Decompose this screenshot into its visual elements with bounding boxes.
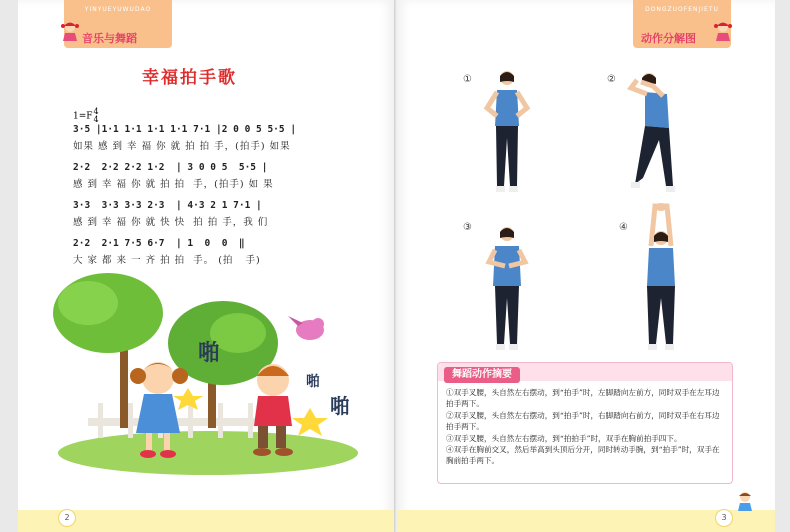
cartoon-girl-icon [713,20,733,44]
figure-number: ③ [463,222,472,233]
dance-figure-photo [633,202,689,354]
summary-step: ②双手叉腰，头自然左右摆动，到“拍手”时，右脚踏向右前方，同时双手在右耳边拍手两下。 [446,410,720,432]
score-lyrics: 如果 感 到 幸 福 你 就 拍 拍 手，(拍手) 如果 [73,141,291,152]
key-signature [73,108,99,124]
score-notes: 3·5 |1·1 1·1 1·1 1·1 7·1 |2 0 0 5 5·5 | [73,124,297,135]
meter-bottom: 4 [93,115,99,124]
song-title: 幸福拍手歌 [142,68,237,88]
meter-top: 4 [93,107,99,116]
summary-body [446,387,726,467]
dance-summary-box [437,362,733,484]
score-line [73,162,373,200]
figure-number: ① [463,74,472,85]
section-title: 音乐与舞蹈 [82,32,137,45]
score-lyrics: 大 家 都 来 一 齐 拍 拍 手。 (拍 手) [73,255,261,266]
music-score [73,124,373,276]
sound-word: 啪 [330,394,350,418]
kids-clapping-illustration [48,268,378,478]
page-number: 2 [58,509,76,527]
score-line [73,124,373,162]
dance-figure-photo [477,222,537,354]
page-number: 3 [715,509,733,527]
sound-word: 啪 [306,374,320,390]
tab-pinyin: YINYUEYUWUDAO [84,6,152,13]
section-title: 动作分解图 [641,32,696,45]
score-line [73,200,373,238]
figure-number: ② [607,74,616,85]
summary-title: 舞蹈动作摘要 [444,367,520,383]
summary-step: ③双手叉腰，头自然左右摆动，到“拍拍手”时，双手在胸前拍手四下。 [446,433,682,443]
section-tab [64,0,172,48]
figure-number: ④ [619,222,628,233]
summary-step: ④双手在胸前交叉，然后举高到头顶后分开，同时转动手腕，到“拍手”时，双手在胸前拍手两下。 [446,445,720,466]
summary-step: ①双手叉腰，头自然左右摆动，到“拍手”时，左脚踏向左前方，同时双手在左耳边拍手两下。 [446,388,720,409]
score-lyrics: 感 到 幸 福 你 就 拍 拍 手，(拍手) 如 果 [73,179,274,190]
left-page [18,0,394,532]
score-lyrics: 感 到 幸 福 你 就 快 快 拍 拍 手，我 们 [73,217,269,228]
dance-figure-photo [477,68,537,196]
score-notes: 3·3 3·3 3·3 2·3 | 4·3 2 1 7·1 | [73,200,262,211]
cartoon-kid-icon [735,490,755,514]
key-label: 1=F [73,111,93,122]
sound-word: 啪 [198,341,221,366]
summary-header [438,363,732,381]
score-notes: 2·2 2·2 2·2 1·2 | 3 0 0 5 5·5 | [73,162,268,173]
right-page [397,0,775,532]
score-notes: 2·2 2·1 7·5 6·7 | 1 0 0 ‖ [73,238,245,249]
cartoon-girl-icon [60,20,80,44]
dance-figure-photo [623,68,687,196]
tab-pinyin: DONGZUOFENJIETU [645,6,719,13]
